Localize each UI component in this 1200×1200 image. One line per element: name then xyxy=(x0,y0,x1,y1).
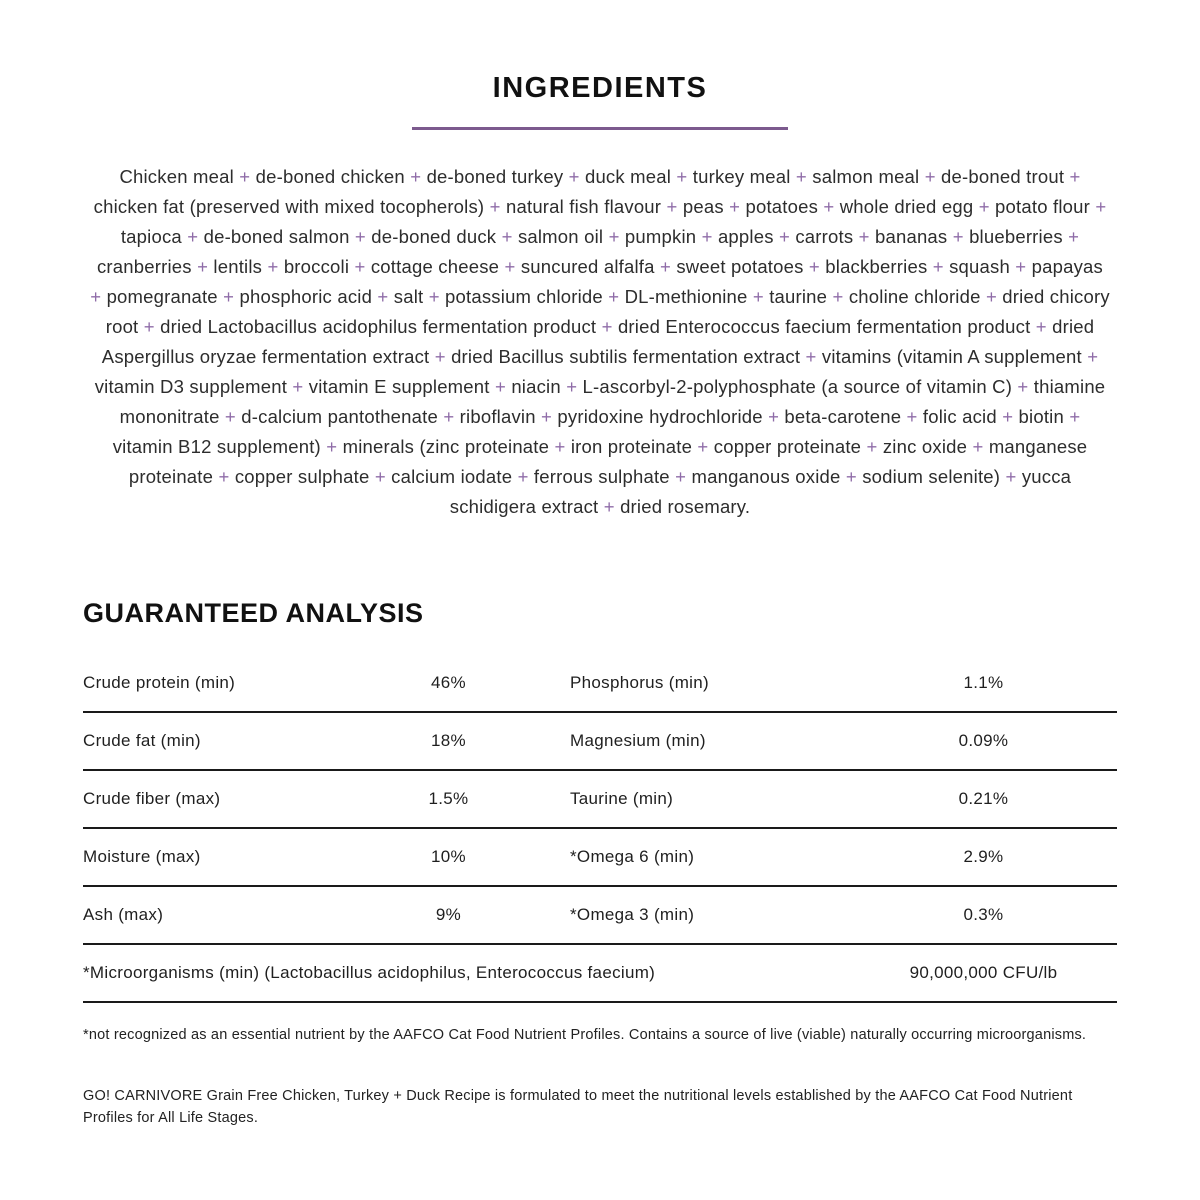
plus-separator: + xyxy=(967,436,989,457)
plus-separator: + xyxy=(596,316,618,337)
plus-separator: + xyxy=(919,166,942,187)
plus-separator: + xyxy=(1030,316,1053,337)
footnote: *not recognized as an essential nutrient by the AAFCO Cat Food Nutrient Profiles. Contains a source of live (viable) naturally occurring microorganisms. xyxy=(83,1027,1087,1043)
analysis-table xyxy=(83,655,1117,945)
plus-separator: + xyxy=(853,226,875,247)
plus-separator: + xyxy=(927,256,950,277)
microorganisms-row xyxy=(83,945,1117,1003)
plus-separator: + xyxy=(349,226,372,247)
plus-separator: + xyxy=(1064,166,1081,187)
nutrient-label: Moisture (max) xyxy=(83,847,201,866)
plus-separator: + xyxy=(219,406,242,427)
analysis-row xyxy=(83,655,1117,713)
plus-separator: + xyxy=(947,226,970,247)
plus-separator: + xyxy=(1090,196,1107,217)
plus-separator: + xyxy=(602,286,625,307)
plus-separator: + xyxy=(654,256,677,277)
nutrient-value: 9% xyxy=(435,905,462,924)
plus-separator: + xyxy=(747,286,770,307)
plus-separator: + xyxy=(1062,226,1080,247)
nutrient-value: 46% xyxy=(431,673,466,692)
plus-separator: + xyxy=(818,196,840,217)
plus-separator: + xyxy=(287,376,309,397)
plus-separator: + xyxy=(499,256,521,277)
plus-separator: + xyxy=(1081,346,1099,367)
plus-separator: + xyxy=(696,226,718,247)
analysis-row xyxy=(83,713,1117,771)
plus-separator: + xyxy=(996,406,1019,427)
plus-separator: + xyxy=(692,436,714,457)
plus-separator: + xyxy=(603,226,625,247)
nutrient-value: 2.9% xyxy=(963,847,1004,866)
plus-separator: + xyxy=(803,256,826,277)
plus-separator: + xyxy=(773,226,796,247)
plus-separator: + xyxy=(489,376,512,397)
plus-separator: + xyxy=(496,226,518,247)
plus-separator: + xyxy=(861,436,883,457)
plus-separator: + xyxy=(598,496,621,517)
plus-separator: + xyxy=(233,166,256,187)
nutrient-label: Crude fat (min) xyxy=(83,731,201,750)
plus-separator: + xyxy=(563,166,585,187)
plus-separator: + xyxy=(262,256,284,277)
plus-separator: + xyxy=(973,196,996,217)
nutrient-value: 0.09% xyxy=(958,731,1009,750)
nutrient-label: Magnesium (min) xyxy=(570,731,706,750)
nutrient-label: *Omega 3 (min) xyxy=(570,905,695,924)
plus-separator: + xyxy=(1012,376,1034,397)
aafco-statement: GO! CARNIVORE Grain Free Chicken, Turkey + Duck Recipe is formulated to meet the nutritional levels established by the AAFCO Cat Food Nutrient Profiles for All Life Stages. xyxy=(83,1088,1073,1126)
plus-separator: + xyxy=(762,406,785,427)
plus-separator: + xyxy=(217,286,240,307)
nutrient-label: Phosphorus (min) xyxy=(570,673,709,692)
analysis-row xyxy=(83,829,1117,887)
ingredients-text: Chicken meal + de-boned chicken + de-boned turkey + duck meal + turkey meal + salmon meal + de-boned trout + chicken fat (preserved with mixed tocopherols) + natural fish flavour + peas + potatoes + whole dried egg + potato flour + tapioca + de-boned salmon + de-boned duck + salmon oil + pumpkin + apples + carrots + bananas + blueberries + cranberries + lentils + broccoli + cottage cheese + suncured alfalfa + sweet potatoes + blackberries + squash + papayas + pomegranate + phosphoric acid + salt + potassium chloride + DL-methionine + taurine + choline chloride + dried chicory root + dried Lactobacillus acidophilus fermentation product + dried Enterococcus faecium fermentation product + dried Aspergillus oryzae fermentation extract + dried Bacillus subtilis fermentation extract + vitamins (vitamin A supplement + vitamin D3 supplement + vitamin E supplement + niacin + L-ascorbyl-2-polyphosphate (a source of vitamin C) + thiamine mononitrate + d-calcium pantothenate + riboflavin + pyridoxine hydrochloride + beta-carotene + folic acid + biotin + vitamin B12 supplement) + minerals (zinc proteinate + iron proteinate + copper proteinate + zinc oxide + manganese proteinate + copper sulphate + calcium iodate + ferrous sulphate + manganous oxide + sodium selenite) + yucca schidigera extract + dried rosemary. xyxy=(90,166,1110,517)
plus-separator: + xyxy=(429,346,452,367)
plus-separator: + xyxy=(320,436,343,457)
plus-separator: + xyxy=(484,196,506,217)
plus-separator: + xyxy=(138,316,161,337)
plus-separator: + xyxy=(669,466,692,487)
plus-separator: + xyxy=(549,436,571,457)
plus-separator: + xyxy=(790,166,813,187)
plus-separator: + xyxy=(661,196,683,217)
plus-separator: + xyxy=(1009,256,1032,277)
analysis-title: GUARANTEED ANALYSIS xyxy=(83,598,424,628)
plus-separator: + xyxy=(372,286,394,307)
nutrient-value: 10% xyxy=(431,847,466,866)
plus-separator: + xyxy=(349,256,371,277)
ingredients-section xyxy=(0,0,1200,522)
analysis-row xyxy=(83,887,1117,945)
plus-separator: + xyxy=(560,376,583,397)
microorganisms-label: *Microorganisms (min) (Lactobacillus acidophilus, Enterococcus faecium) xyxy=(83,963,656,982)
analysis-row xyxy=(83,771,1117,829)
plus-separator: + xyxy=(1063,406,1081,427)
guaranteed-analysis-section xyxy=(0,522,1200,1129)
plus-separator: + xyxy=(404,166,427,187)
nutrient-value: 18% xyxy=(431,731,466,750)
nutrient-label: Ash (max) xyxy=(83,905,164,924)
nutrient-label: Crude protein (min) xyxy=(83,673,236,692)
plus-separator: + xyxy=(369,466,392,487)
nutrient-value: 0.21% xyxy=(958,789,1009,808)
plus-separator: + xyxy=(671,166,693,187)
plus-separator: + xyxy=(1000,466,1022,487)
nutrient-value: 1.1% xyxy=(963,673,1004,692)
plus-separator: + xyxy=(827,286,849,307)
plus-separator: + xyxy=(901,406,923,427)
ingredients-title: INGREDIENTS xyxy=(492,72,708,104)
plus-separator: + xyxy=(191,256,214,277)
plus-separator: + xyxy=(213,466,235,487)
nutrient-value: 0.3% xyxy=(963,905,1004,924)
microorganisms-value: 90,000,000 CFU/lb xyxy=(909,963,1058,982)
plus-separator: + xyxy=(840,466,863,487)
title-divider xyxy=(412,127,788,130)
plus-separator: + xyxy=(181,226,204,247)
plus-separator: + xyxy=(800,346,822,367)
plus-separator: + xyxy=(723,196,746,217)
plus-separator: + xyxy=(90,286,107,307)
plus-separator: + xyxy=(535,406,558,427)
plus-separator: + xyxy=(423,286,446,307)
nutrient-value: 1.5% xyxy=(428,789,469,808)
plus-separator: + xyxy=(437,406,460,427)
plus-separator: + xyxy=(980,286,1003,307)
nutrient-label: Crude fiber (max) xyxy=(83,789,221,808)
nutrient-label: *Omega 6 (min) xyxy=(570,847,695,866)
nutrient-label: Taurine (min) xyxy=(570,789,674,808)
plus-separator: + xyxy=(512,466,534,487)
